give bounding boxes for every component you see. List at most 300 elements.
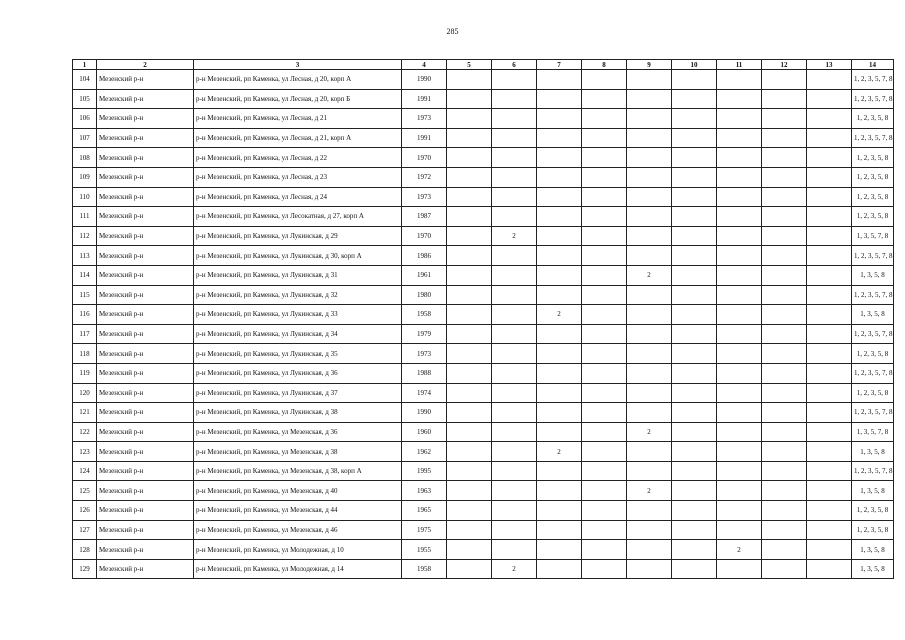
- row-number-cell: 115: [73, 285, 97, 305]
- address-cell: р-н Мезенский, рп Каменка, ул Лесная, д 22: [194, 148, 402, 168]
- col10-cell: [672, 324, 717, 344]
- col8-cell: [582, 344, 627, 364]
- col13-cell: [807, 481, 852, 501]
- year-cell: 1955: [402, 540, 447, 560]
- year-cell: 1958: [402, 559, 447, 579]
- district-cell: Мезенский р-н: [97, 383, 194, 403]
- col6-cell: [492, 246, 537, 266]
- col7-cell: [537, 285, 582, 305]
- col10-cell: [672, 559, 717, 579]
- district-cell: Мезенский р-н: [97, 501, 194, 521]
- district-cell: Мезенский р-н: [97, 167, 194, 187]
- col14-cell: 1, 2, 3, 5, 7, 8: [852, 363, 894, 383]
- year-cell: 1980: [402, 285, 447, 305]
- col12-cell: [762, 265, 807, 285]
- col12-cell: [762, 167, 807, 187]
- col7-cell: [537, 461, 582, 481]
- col8-cell: [582, 540, 627, 560]
- col6-cell: [492, 324, 537, 344]
- col7-cell: [537, 363, 582, 383]
- col10-cell: [672, 344, 717, 364]
- row-number-cell: 127: [73, 520, 97, 540]
- col8-cell: [582, 363, 627, 383]
- col13-cell: [807, 187, 852, 207]
- address-cell: р-н Мезенский, рп Каменка, ул Мезенская, д 46: [194, 520, 402, 540]
- table-row: [73, 540, 894, 560]
- col11-cell: [717, 246, 762, 266]
- table-row: [73, 109, 894, 129]
- col6-cell: [492, 167, 537, 187]
- col11-cell: [717, 520, 762, 540]
- address-cell: р-н Мезенский, рп Каменка, ул Молодежная, д 14: [194, 559, 402, 579]
- col12-cell: [762, 89, 807, 109]
- column-header-5: 5: [447, 60, 492, 70]
- col14-cell: 1, 3, 5, 8: [852, 559, 894, 579]
- row-number-cell: 104: [73, 70, 97, 90]
- row-number-cell: 128: [73, 540, 97, 560]
- column-header-14: 14: [852, 60, 894, 70]
- col8-cell: [582, 89, 627, 109]
- table-row: [73, 363, 894, 383]
- col5-cell: [447, 128, 492, 148]
- col8-cell: [582, 442, 627, 462]
- col14-cell: 1, 3, 5, 8: [852, 481, 894, 501]
- district-cell: Мезенский р-н: [97, 89, 194, 109]
- year-cell: 1995: [402, 461, 447, 481]
- table-row: [73, 305, 894, 325]
- col11-cell: [717, 226, 762, 246]
- col12-cell: [762, 481, 807, 501]
- col6-cell: [492, 461, 537, 481]
- col9-cell: 2: [627, 481, 672, 501]
- address-cell: р-н Мезенский, рп Каменка, ул Лесная, д 21: [194, 109, 402, 129]
- col12-cell: [762, 148, 807, 168]
- col7-cell: [537, 226, 582, 246]
- address-cell: р-н Мезенский, рп Каменка, ул Лесная, д 23: [194, 167, 402, 187]
- col5-cell: [447, 363, 492, 383]
- col13-cell: [807, 403, 852, 423]
- col14-cell: 1, 2, 3, 5, 7, 8: [852, 70, 894, 90]
- column-header-13: 13: [807, 60, 852, 70]
- col13-cell: [807, 324, 852, 344]
- col14-cell: 1, 2, 3, 5, 8: [852, 167, 894, 187]
- table-row: [73, 207, 894, 227]
- col13-cell: [807, 89, 852, 109]
- col5-cell: [447, 265, 492, 285]
- col7-cell: [537, 187, 582, 207]
- col12-cell: [762, 403, 807, 423]
- col8-cell: [582, 559, 627, 579]
- district-cell: Мезенский р-н: [97, 520, 194, 540]
- year-cell: 1973: [402, 187, 447, 207]
- col11-cell: [717, 383, 762, 403]
- col14-cell: 1, 2, 3, 5, 7, 8: [852, 403, 894, 423]
- address-cell: р-н Мезенский, рп Каменка, ул Лесная, д 20, корп А: [194, 70, 402, 90]
- col5-cell: [447, 442, 492, 462]
- col9-cell: [627, 128, 672, 148]
- table-row: [73, 501, 894, 521]
- col7-cell: 2: [537, 305, 582, 325]
- col14-cell: 1, 2, 3, 5, 8: [852, 109, 894, 129]
- col9-cell: [627, 403, 672, 423]
- col10-cell: [672, 89, 717, 109]
- col5-cell: [447, 89, 492, 109]
- col11-cell: [717, 344, 762, 364]
- col10-cell: [672, 285, 717, 305]
- col14-cell: 1, 3, 5, 8: [852, 442, 894, 462]
- year-cell: 1961: [402, 265, 447, 285]
- district-cell: Мезенский р-н: [97, 70, 194, 90]
- col10-cell: [672, 540, 717, 560]
- column-header-1: 1: [73, 60, 97, 70]
- col9-cell: [627, 167, 672, 187]
- col7-cell: [537, 207, 582, 227]
- col7-cell: [537, 383, 582, 403]
- col10-cell: [672, 305, 717, 325]
- col6-cell: 2: [492, 226, 537, 246]
- col12-cell: [762, 187, 807, 207]
- district-cell: Мезенский р-н: [97, 481, 194, 501]
- col7-cell: [537, 246, 582, 266]
- column-header-3: 3: [194, 60, 402, 70]
- address-cell: р-н Мезенский, рп Каменка, ул Лукинская, д 31: [194, 265, 402, 285]
- col6-cell: [492, 128, 537, 148]
- district-cell: Мезенский р-н: [97, 148, 194, 168]
- col6-cell: [492, 207, 537, 227]
- district-cell: Мезенский р-н: [97, 285, 194, 305]
- col14-cell: 1, 2, 3, 5, 8: [852, 187, 894, 207]
- row-number-cell: 111: [73, 207, 97, 227]
- col6-cell: [492, 383, 537, 403]
- district-cell: Мезенский р-н: [97, 246, 194, 266]
- col9-cell: [627, 305, 672, 325]
- col11-cell: [717, 324, 762, 344]
- district-cell: Мезенский р-н: [97, 226, 194, 246]
- row-number-cell: 112: [73, 226, 97, 246]
- table-row: [73, 187, 894, 207]
- col10-cell: [672, 128, 717, 148]
- col9-cell: [627, 246, 672, 266]
- col9-cell: [627, 520, 672, 540]
- col13-cell: [807, 422, 852, 442]
- row-number-cell: 120: [73, 383, 97, 403]
- col9-cell: [627, 285, 672, 305]
- col8-cell: [582, 285, 627, 305]
- table-row: [73, 89, 894, 109]
- col12-cell: [762, 363, 807, 383]
- col7-cell: [537, 265, 582, 285]
- col8-cell: [582, 128, 627, 148]
- col10-cell: [672, 501, 717, 521]
- col6-cell: [492, 187, 537, 207]
- col11-cell: [717, 128, 762, 148]
- col12-cell: [762, 285, 807, 305]
- col14-cell: 1, 2, 3, 5, 8: [852, 344, 894, 364]
- col7-cell: [537, 89, 582, 109]
- table-row: [73, 246, 894, 266]
- col6-cell: [492, 305, 537, 325]
- col13-cell: [807, 501, 852, 521]
- col11-cell: [717, 265, 762, 285]
- year-cell: 1973: [402, 344, 447, 364]
- row-number-cell: 107: [73, 128, 97, 148]
- col11-cell: [717, 70, 762, 90]
- col8-cell: [582, 383, 627, 403]
- col8-cell: [582, 265, 627, 285]
- col13-cell: [807, 305, 852, 325]
- col14-cell: 1, 3, 5, 8: [852, 265, 894, 285]
- col9-cell: [627, 226, 672, 246]
- col13-cell: [807, 207, 852, 227]
- table-row: [73, 128, 894, 148]
- col9-cell: [627, 383, 672, 403]
- col6-cell: [492, 265, 537, 285]
- col10-cell: [672, 226, 717, 246]
- col6-cell: [492, 520, 537, 540]
- address-cell: р-н Мезенский, рп Каменка, ул Лесная, д 20, корп Б: [194, 89, 402, 109]
- col12-cell: [762, 461, 807, 481]
- col11-cell: [717, 481, 762, 501]
- address-cell: р-н Мезенский, рп Каменка, ул Лукинская, д 37: [194, 383, 402, 403]
- col8-cell: [582, 305, 627, 325]
- row-number-cell: 123: [73, 442, 97, 462]
- col11-cell: 2: [717, 540, 762, 560]
- col9-cell: [627, 501, 672, 521]
- col13-cell: [807, 167, 852, 187]
- col14-cell: 1, 2, 3, 5, 8: [852, 501, 894, 521]
- column-header-11: 11: [717, 60, 762, 70]
- col14-cell: 1, 3, 5, 8: [852, 305, 894, 325]
- table-row: [73, 481, 894, 501]
- col10-cell: [672, 383, 717, 403]
- col11-cell: [717, 403, 762, 423]
- col14-cell: 1, 2, 3, 5, 7, 8: [852, 285, 894, 305]
- col13-cell: [807, 148, 852, 168]
- col10-cell: [672, 442, 717, 462]
- col11-cell: [717, 167, 762, 187]
- col7-cell: [537, 167, 582, 187]
- year-cell: 1986: [402, 246, 447, 266]
- address-cell: р-н Мезенский, рп Каменка, ул Лукинская, д 33: [194, 305, 402, 325]
- col14-cell: 1, 2, 3, 5, 7, 8: [852, 246, 894, 266]
- row-number-cell: 124: [73, 461, 97, 481]
- col5-cell: [447, 285, 492, 305]
- col6-cell: [492, 285, 537, 305]
- col14-cell: 1, 3, 5, 8: [852, 540, 894, 560]
- row-number-cell: 110: [73, 187, 97, 207]
- col7-cell: [537, 128, 582, 148]
- col14-cell: 1, 2, 3, 5, 8: [852, 383, 894, 403]
- year-cell: 1975: [402, 520, 447, 540]
- col10-cell: [672, 246, 717, 266]
- col8-cell: [582, 422, 627, 442]
- col13-cell: [807, 128, 852, 148]
- col8-cell: [582, 226, 627, 246]
- col9-cell: [627, 559, 672, 579]
- col11-cell: [717, 461, 762, 481]
- col13-cell: [807, 226, 852, 246]
- col11-cell: [717, 187, 762, 207]
- year-cell: 1958: [402, 305, 447, 325]
- year-cell: 1970: [402, 148, 447, 168]
- district-cell: Мезенский р-н: [97, 363, 194, 383]
- col5-cell: [447, 187, 492, 207]
- col5-cell: [447, 461, 492, 481]
- year-cell: 1972: [402, 167, 447, 187]
- col13-cell: [807, 265, 852, 285]
- col7-cell: [537, 70, 582, 90]
- year-cell: 1963: [402, 481, 447, 501]
- address-cell: р-н Мезенский, рп Каменка, ул Лесокатная, д 27, корп А: [194, 207, 402, 227]
- row-number-cell: 119: [73, 363, 97, 383]
- col14-cell: 1, 3, 5, 7, 8: [852, 422, 894, 442]
- address-cell: р-н Мезенский, рп Каменка, ул Молодежная, д 10: [194, 540, 402, 560]
- district-cell: Мезенский р-н: [97, 324, 194, 344]
- col6-cell: [492, 422, 537, 442]
- col9-cell: 2: [627, 422, 672, 442]
- col7-cell: [537, 344, 582, 364]
- col12-cell: [762, 383, 807, 403]
- col14-cell: 1, 3, 5, 7, 8: [852, 226, 894, 246]
- row-number-cell: 126: [73, 501, 97, 521]
- col6-cell: [492, 109, 537, 129]
- row-number-cell: 118: [73, 344, 97, 364]
- col10-cell: [672, 207, 717, 227]
- col14-cell: 1, 2, 3, 5, 8: [852, 520, 894, 540]
- col12-cell: [762, 324, 807, 344]
- col13-cell: [807, 363, 852, 383]
- table-row: [73, 403, 894, 423]
- row-number-cell: 129: [73, 559, 97, 579]
- col5-cell: [447, 403, 492, 423]
- district-cell: Мезенский р-н: [97, 187, 194, 207]
- col7-cell: [537, 148, 582, 168]
- column-header-4: 4: [402, 60, 447, 70]
- col7-cell: [537, 501, 582, 521]
- col9-cell: [627, 540, 672, 560]
- col7-cell: [537, 422, 582, 442]
- col9-cell: [627, 207, 672, 227]
- district-cell: Мезенский р-н: [97, 442, 194, 462]
- table-row: [73, 344, 894, 364]
- col8-cell: [582, 70, 627, 90]
- col13-cell: [807, 442, 852, 462]
- year-cell: 1974: [402, 383, 447, 403]
- col11-cell: [717, 305, 762, 325]
- district-cell: Мезенский р-н: [97, 109, 194, 129]
- col13-cell: [807, 109, 852, 129]
- column-header-6: 6: [492, 60, 537, 70]
- year-cell: 1962: [402, 442, 447, 462]
- col12-cell: [762, 344, 807, 364]
- district-cell: Мезенский р-н: [97, 344, 194, 364]
- column-header-8: 8: [582, 60, 627, 70]
- col12-cell: [762, 226, 807, 246]
- col12-cell: [762, 520, 807, 540]
- address-cell: р-н Мезенский, рп Каменка, ул Лукинская, д 34: [194, 324, 402, 344]
- table-row: [73, 285, 894, 305]
- col6-cell: [492, 70, 537, 90]
- table-row: [73, 383, 894, 403]
- col12-cell: [762, 540, 807, 560]
- col7-cell: [537, 109, 582, 129]
- data-table: [72, 59, 894, 579]
- col5-cell: [447, 422, 492, 442]
- col5-cell: [447, 70, 492, 90]
- address-cell: р-н Мезенский, рп Каменка, ул Лесная, д 24: [194, 187, 402, 207]
- district-cell: Мезенский р-н: [97, 207, 194, 227]
- col11-cell: [717, 89, 762, 109]
- col10-cell: [672, 187, 717, 207]
- col8-cell: [582, 481, 627, 501]
- col5-cell: [447, 383, 492, 403]
- col9-cell: [627, 148, 672, 168]
- col6-cell: [492, 344, 537, 364]
- row-number-cell: 113: [73, 246, 97, 266]
- row-number-cell: 122: [73, 422, 97, 442]
- col8-cell: [582, 461, 627, 481]
- col14-cell: 1, 2, 3, 5, 8: [852, 207, 894, 227]
- col10-cell: [672, 148, 717, 168]
- col8-cell: [582, 403, 627, 423]
- col10-cell: [672, 422, 717, 442]
- col10-cell: [672, 265, 717, 285]
- col7-cell: [537, 559, 582, 579]
- col6-cell: [492, 481, 537, 501]
- col12-cell: [762, 109, 807, 129]
- year-cell: 1973: [402, 109, 447, 129]
- col9-cell: [627, 363, 672, 383]
- address-cell: р-н Мезенский, рп Каменка, ул Мезенская, д 36: [194, 422, 402, 442]
- column-header-10: 10: [672, 60, 717, 70]
- col10-cell: [672, 403, 717, 423]
- year-cell: 1965: [402, 501, 447, 521]
- col10-cell: [672, 520, 717, 540]
- address-cell: р-н Мезенский, рп Каменка, ул Лукинская, д 38: [194, 403, 402, 423]
- address-cell: р-н Мезенский, рп Каменка, ул Лукинская, д 35: [194, 344, 402, 364]
- col14-cell: 1, 2, 3, 5, 7, 8: [852, 128, 894, 148]
- col9-cell: [627, 461, 672, 481]
- col12-cell: [762, 422, 807, 442]
- address-cell: р-н Мезенский, рп Каменка, ул Мезенская, д 38: [194, 442, 402, 462]
- col8-cell: [582, 324, 627, 344]
- col9-cell: [627, 89, 672, 109]
- col5-cell: [447, 167, 492, 187]
- column-header-12: 12: [762, 60, 807, 70]
- address-cell: р-н Мезенский, рп Каменка, ул Мезенская, д 44: [194, 501, 402, 521]
- col8-cell: [582, 148, 627, 168]
- col7-cell: [537, 481, 582, 501]
- col13-cell: [807, 285, 852, 305]
- col10-cell: [672, 461, 717, 481]
- col7-cell: 2: [537, 442, 582, 462]
- col5-cell: [447, 501, 492, 521]
- col14-cell: 1, 2, 3, 5, 7, 8: [852, 89, 894, 109]
- col12-cell: [762, 501, 807, 521]
- col13-cell: [807, 246, 852, 266]
- col12-cell: [762, 207, 807, 227]
- col6-cell: [492, 403, 537, 423]
- district-cell: Мезенский р-н: [97, 461, 194, 481]
- col8-cell: [582, 187, 627, 207]
- year-cell: 1991: [402, 89, 447, 109]
- col11-cell: [717, 285, 762, 305]
- row-number-cell: 114: [73, 265, 97, 285]
- col13-cell: [807, 559, 852, 579]
- col6-cell: [492, 89, 537, 109]
- row-number-cell: 117: [73, 324, 97, 344]
- row-number-cell: 109: [73, 167, 97, 187]
